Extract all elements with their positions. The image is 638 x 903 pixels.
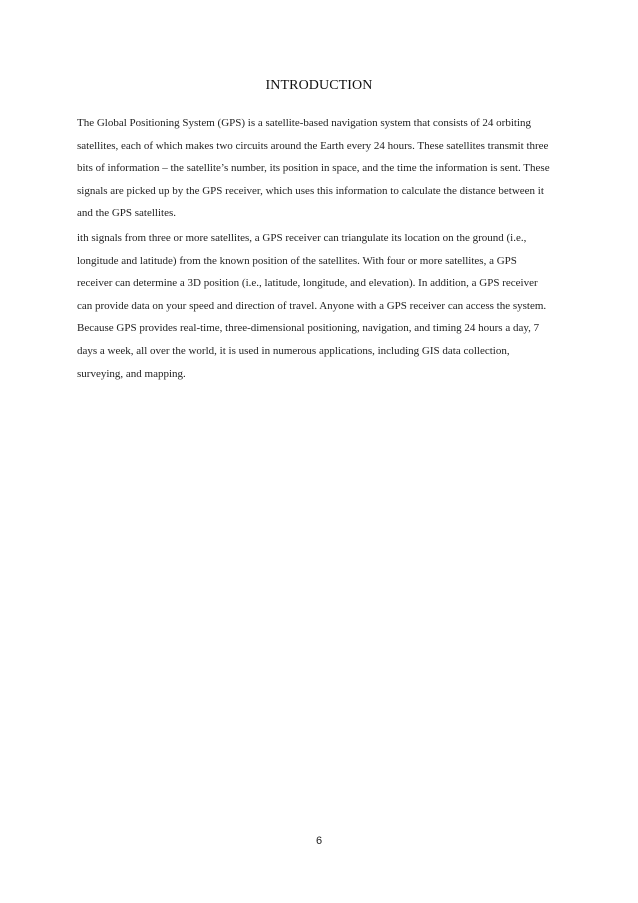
paragraph-line: ith signals from three or more satellites, a GPS receiver can triangulate its location on the ground (i.e., — [77, 232, 527, 244]
paragraph-gps-triangulation — [77, 227, 569, 385]
paragraph-line: can provide data on your speed and direction of travel. Anyone with a GPS receiver can access the system. — [77, 299, 547, 312]
page-title: INTRODUCTION — [265, 78, 373, 93]
paragraph-line: and the GPS satellites. — [77, 207, 176, 220]
paragraph-line: longitude and latitude) from the known position of the satellites. With four or more satellites, a GPS — [77, 254, 517, 267]
paragraph-line: surveying, and mapping. — [77, 367, 186, 380]
page-number: 6 — [315, 835, 323, 847]
paragraph-line: Because GPS provides real-time, three-dimensional positioning, navigation, and timing 24 hours a day, 7 — [77, 322, 540, 335]
paragraph-line: receiver can determine a 3D position (i.e., latitude, longitude, and elevation). In addition, a GPS receiver — [77, 277, 538, 290]
paragraph-line: days a week, all over the world, it is used in numerous applications, including GIS data collection, — [77, 344, 510, 357]
paragraph-line: satellites, each of which makes two circuits around the Earth every 24 hours. These satellites transmit three — [77, 139, 549, 152]
paragraph-line: bits of information – the satellite’s number, its position in space, and the time the information is sent. These — [77, 162, 550, 175]
paragraph-line: The Global Positioning System (GPS) is a satellite-based navigation system that consists of 24 orbiting — [77, 117, 532, 129]
paragraph-line: signals are picked up by the GPS receiver, which uses this information to calculate the distance between it — [77, 184, 544, 197]
paragraph-gps-overview — [77, 112, 569, 225]
